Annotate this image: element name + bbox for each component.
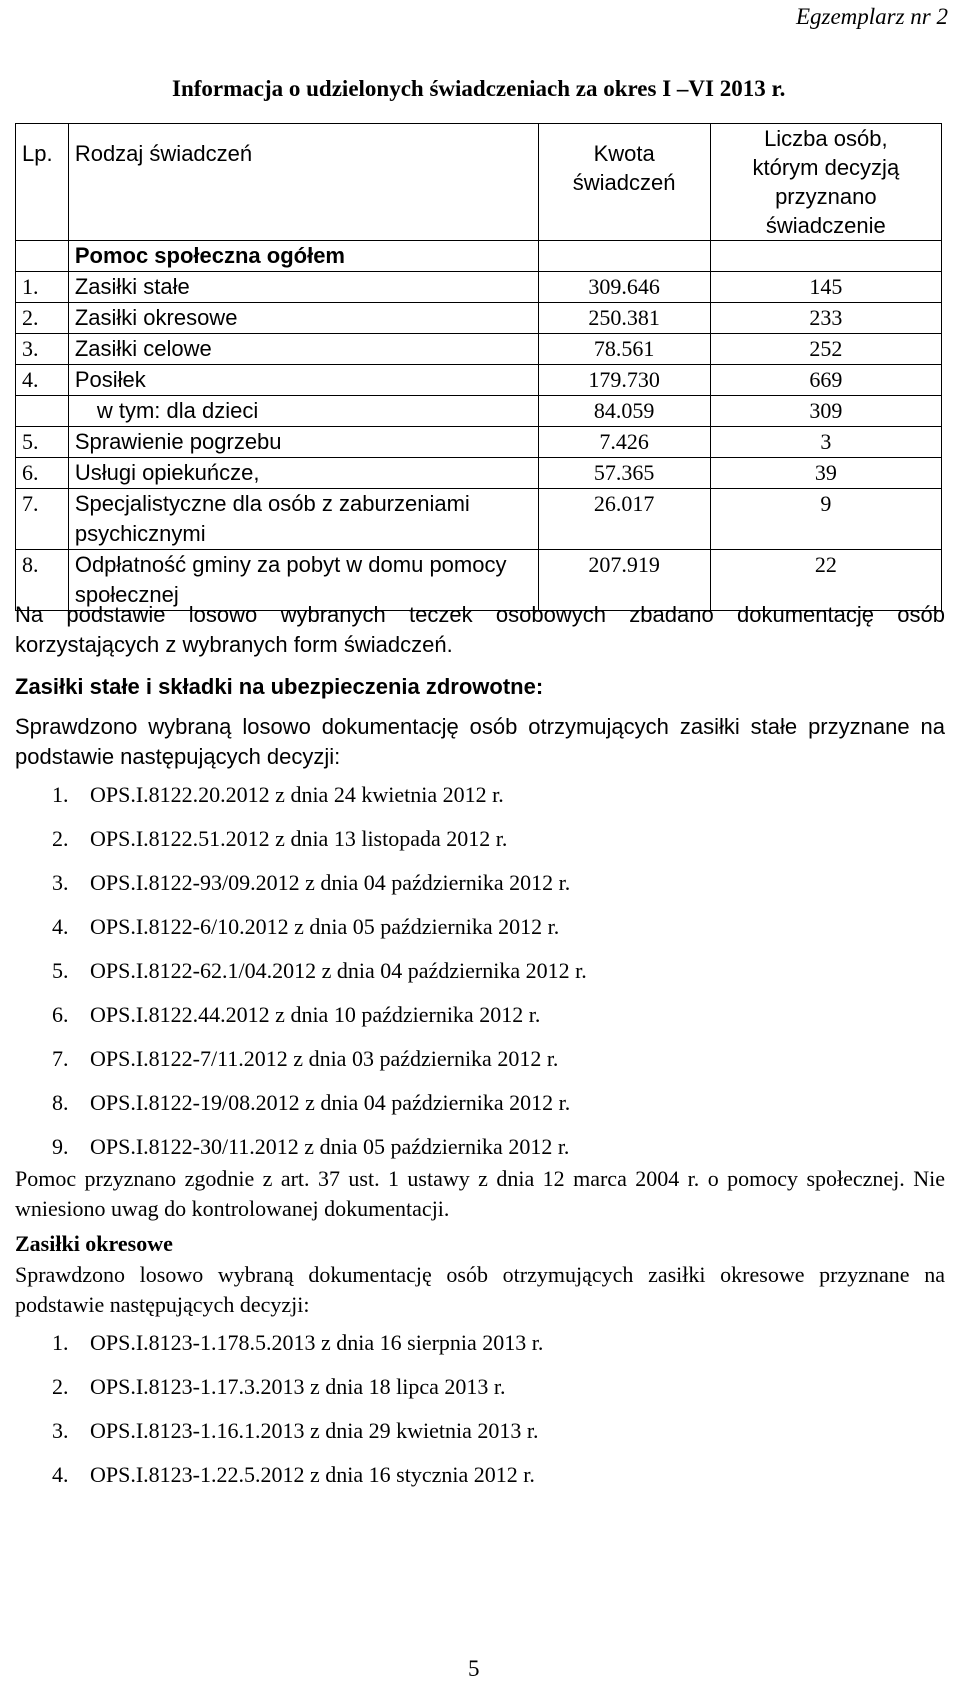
row-benefit-type: Specjalistyczne dla osób z zaburzeniami psychicznymi [68,489,538,550]
list-item-text: OPS.I.8123-1.16.1.2013 z dnia 29 kwietnia 2013 r. [90,1418,539,1443]
list-item-text: OPS.I.8122-6/10.2012 z dnia 05 października 2012 r. [90,914,560,939]
section1-paragraph: Sprawdzono wybraną losowo dokumentację osób otrzymujących zasiłki stałe przyznane na podstawie następujących decyzji: [15,714,945,769]
row-amount: 26.017 [538,489,710,550]
row-benefit-type: Zasiłki celowe [68,334,538,365]
list-item [52,1000,587,1044]
list-item [52,824,587,868]
list-item-number: 2. [52,826,69,851]
list-item [52,780,587,824]
table-group-row [16,241,942,272]
list-item-text: OPS.I.8122-7/11.2012 z dnia 03 października 2012 r. [90,1046,559,1071]
header-type: Rodzaj świadczeń [68,124,538,241]
list-item-text: OPS.I.8123-1.178.5.2013 z dnia 16 sierpnia 2013 r. [90,1330,544,1355]
row-number: 7. [16,489,69,550]
list-item [52,1328,543,1372]
list-item [52,912,587,956]
table-row [16,272,942,303]
list-item-number: 5. [52,958,69,983]
list-item-number: 3. [52,870,69,895]
table-header-row [16,124,942,241]
header-count: Liczba osób, którym decyzją przyznano świadczenie [710,124,941,241]
section1-decision-list [52,780,587,1176]
section1-heading: Zasiłki stałe i składki na ubezpieczenia zdrowotne: [15,674,544,699]
row-benefit-type: Posiłek [68,365,538,396]
row-number: 3. [16,334,69,365]
row-count: 252 [710,334,941,365]
row-benefit-type: w tym: dla dzieci [68,396,538,427]
list-item-number: 1. [52,782,69,807]
row-count: 9 [710,489,941,550]
section2-heading: Zasiłki okresowe [15,1231,173,1256]
list-item-text: OPS.I.8122-93/09.2012 z dnia 04 października 2012 r. [90,870,571,895]
row-count: 22 [710,550,941,611]
list-item-number: 9. [52,1134,69,1159]
list-item-number: 4. [52,914,69,939]
row-count: 233 [710,303,941,334]
list-item-text: OPS.I.8122-19/08.2012 z dnia 04 października 2012 r. [90,1090,571,1115]
row-number: 8. [16,550,69,611]
table-row [16,427,942,458]
list-item-number: 4. [52,1462,69,1487]
row-number: 5. [16,427,69,458]
list-item-text: OPS.I.8122.51.2012 z dnia 13 listopada 2012 r. [90,826,508,851]
row-number: 6. [16,458,69,489]
intro-paragraph: Na podstawie losowo wybranych teczek osobowych zbadano dokumentację osób korzystających z wybranych form świadczeń. [15,602,945,657]
table-body [16,272,942,611]
row-count: 145 [710,272,941,303]
list-item [52,1416,543,1460]
list-item [52,1088,587,1132]
list-item-number: 3. [52,1418,69,1443]
list-item-number: 2. [52,1374,69,1399]
row-amount: 250.381 [538,303,710,334]
list-item [52,1044,587,1088]
row-benefit-type: Odpłatność gminy za pobyt w domu pomocy społecznej [68,550,538,611]
page-number: 5 [468,1656,480,1681]
row-amount: 78.561 [538,334,710,365]
document-title: Informacja o udzielonych świadczeniach za okres I –VI 2013 r. [172,76,786,101]
row-benefit-type: Zasiłki stałe [68,272,538,303]
list-item-text: OPS.I.8122.44.2012 z dnia 10 października 2012 r. [90,1002,541,1027]
list-item [52,956,587,1000]
row-number: 4. [16,365,69,396]
header-amount: Kwota świadczeń [538,124,710,241]
row-amount: 57.365 [538,458,710,489]
row-benefit-type: Sprawienie pogrzebu [68,427,538,458]
list-item [52,1372,543,1416]
list-item-text: OPS.I.8122-62.1/04.2012 z dnia 04 października 2012 r. [90,958,587,983]
list-item-number: 6. [52,1002,69,1027]
row-number: 2. [16,303,69,334]
row-amount: 179.730 [538,365,710,396]
list-item-number: 7. [52,1046,69,1071]
row-amount: 309.646 [538,272,710,303]
list-item-number: 1. [52,1330,69,1355]
group-label: Pomoc społeczna ogółem [68,241,538,272]
table-row [16,396,942,427]
section2-decision-list [52,1328,543,1504]
list-item [52,868,587,912]
table-row [16,303,942,334]
row-number: 1. [16,272,69,303]
table-row [16,334,942,365]
copy-label: Egzemplarz nr 2 [795,4,948,29]
row-benefit-type: Usługi opiekuńcze, [68,458,538,489]
row-benefit-type: Zasiłki okresowe [68,303,538,334]
list-item-text: OPS.I.8122.20.2012 z dnia 24 kwietnia 2012 r. [90,782,504,807]
row-amount: 84.059 [538,396,710,427]
list-item [52,1460,543,1504]
list-item-text: OPS.I.8122-30/11.2012 z dnia 05 października 2012 r. [90,1134,570,1159]
list-item-text: OPS.I.8123-1.17.3.2013 z dnia 18 lipca 2013 r. [90,1374,506,1399]
row-count: 39 [710,458,941,489]
row-count: 309 [710,396,941,427]
header-lp: Lp. [16,124,69,241]
table-row [16,365,942,396]
row-amount: 207.919 [538,550,710,611]
list-item-text: OPS.I.8123-1.22.5.2012 z dnia 16 stycznia 2012 r. [90,1462,535,1487]
section2-paragraph: Sprawdzono losowo wybraną dokumentację osób otrzymujących zasiłki okresowe przyznane na podstawie następujących decyzji: [15,1262,945,1317]
row-amount: 7.426 [538,427,710,458]
table-row [16,489,942,550]
list-item-number: 8. [52,1090,69,1115]
row-count: 669 [710,365,941,396]
row-number [16,396,69,427]
table-row [16,458,942,489]
row-count: 3 [710,427,941,458]
section1-conclusion: Pomoc przyznano zgodnie z art. 37 ust. 1 ustawy z dnia 12 marca 2004 r. o pomocy społecznej. Nie wniesiono uwag do kontrolowanej dokumentacji. [15,1166,945,1221]
benefits-table [15,123,942,611]
